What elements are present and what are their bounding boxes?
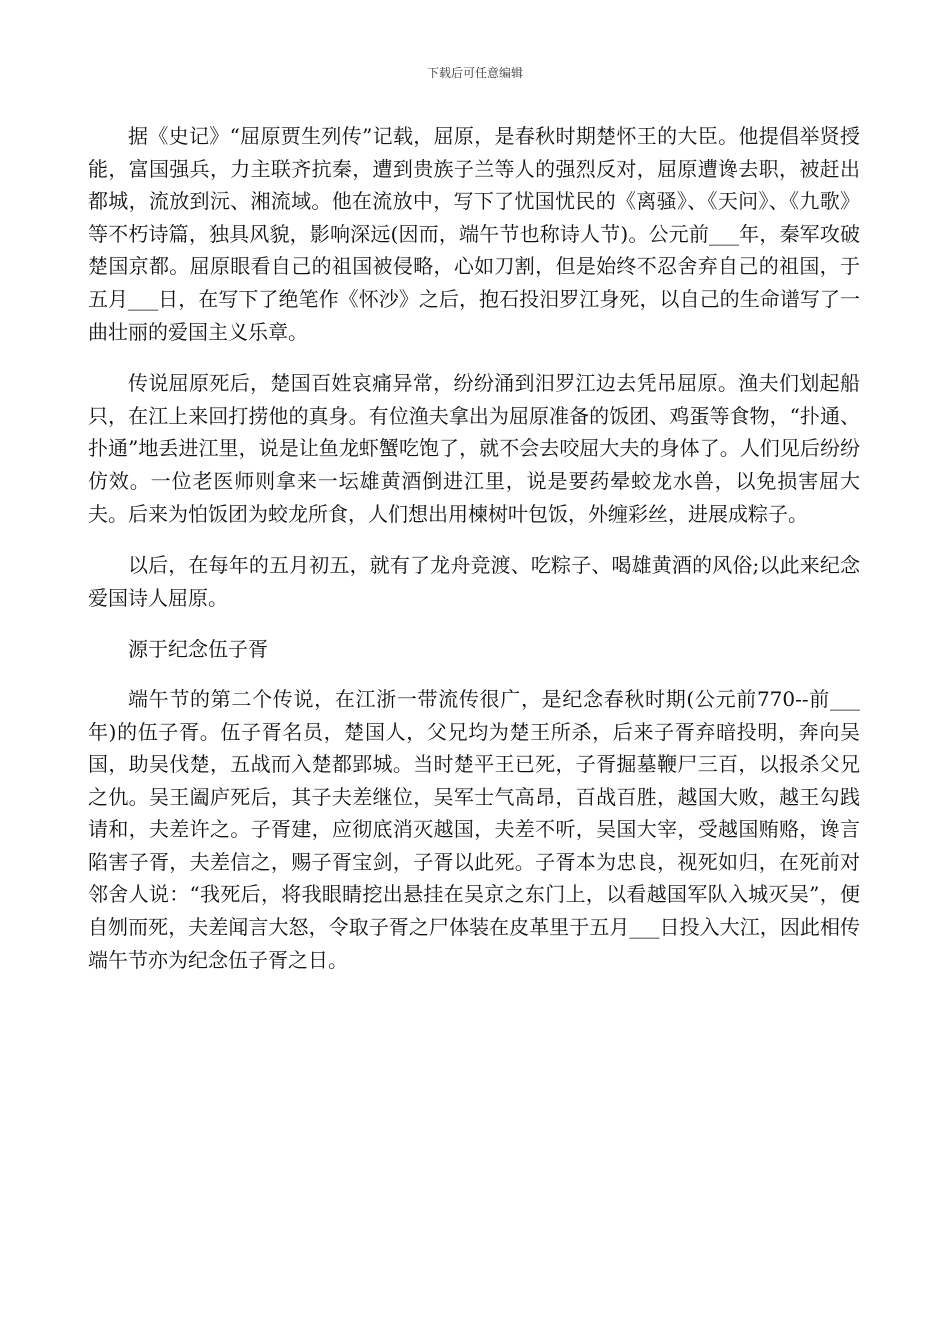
paragraph-qu-yuan-history: 据《史记》“屈原贾生列传”记载，屈原，是春秋时期楚怀王的大臣。他提倡举贤授能，富国强兵，力主联齐抗秦，遭到贵族子兰等人的强烈反对，屈原遭谗去职，被赶出都城，流放到沅、湘流域。他在流放中，写下了忧国忧民的《离骚》、《天问》、《九歌》等不朽诗篇，独具风貌，影响深远(因而，端午节也称诗人节)。公元前___年，秦军攻破楚国京都。屈原眼看自己的祖国被侵略，心如刀割，但是始终不忍舍弃自己的祖国，于五月___日，在写下了绝笔作《怀沙》之后，抱石投汨罗江身死，以自己的生命谱写了一曲壮丽的爱国主义乐章。 <box>88 124 860 344</box>
paragraph-wu-zixu-legend: 端午节的第二个传说，在江浙一带流传很广，是纪念春秋时期(公元前770--前___年)的伍子胥。伍子胥名员，楚国人，父兄均为楚王所杀，后来子胥弃暗投明，奔向吴国，助吴伐楚，五战而入楚都郢城。当时楚平王已死，子胥掘墓鞭尸三百，以报杀父兄之仇。吴王阖庐死后，其子夫差继位，吴军士气高昂，百战百胜，越国大败，越王勾践请和，夫差许之。子胥建，应彻底消灭越国，夫差不听，吴国大宰，受越国贿赂，谗言陷害子胥，夫差信之，赐子胥宝剑，子胥以此死。子胥本为忠良，视死如归，在死前对邻舍人说：“我死后，将我眼睛挖出悬挂在吴京之东门上，以看越国军队入城灭吴”，便自刎而死，夫差闻言大怒，令取子胥之尸体装在皮革里于五月___日投入大江，因此相传端午节亦为纪念伍子胥之日。 <box>88 686 860 972</box>
document-body <box>88 120 860 995</box>
page-header: 下载后可任意编辑 <box>426 66 523 80</box>
paragraph-customs: 以后，在每年的五月初五，就有了龙舟竞渡、吃粽子、喝雄黄酒的风俗;以此来纪念爱国诗人屈原。 <box>88 553 860 610</box>
paragraph-qu-yuan-legend: 传说屈原死后，楚国百姓哀痛异常，纷纷涌到汨罗江边去凭吊屈原。渔夫们划起船只，在江上来回打捞他的真身。有位渔夫拿出为屈原准备的饭团、鸡蛋等食物，“扑通、扑通”地丢进江里，说是让鱼龙虾蟹吃饱了，就不会去咬屈大夫的身体了。人们见后纷纷仿效。一位老医师则拿来一坛雄黄酒倒进江里，说是要药晕蛟龙水兽，以免损害屈大夫。后来为怕饭团为蛟龙所食，人们想出用楝树叶包饭，外缠彩丝，进展成粽子。 <box>88 371 860 526</box>
section-heading-wu-zixu: 源于纪念伍子胥 <box>128 637 268 662</box>
